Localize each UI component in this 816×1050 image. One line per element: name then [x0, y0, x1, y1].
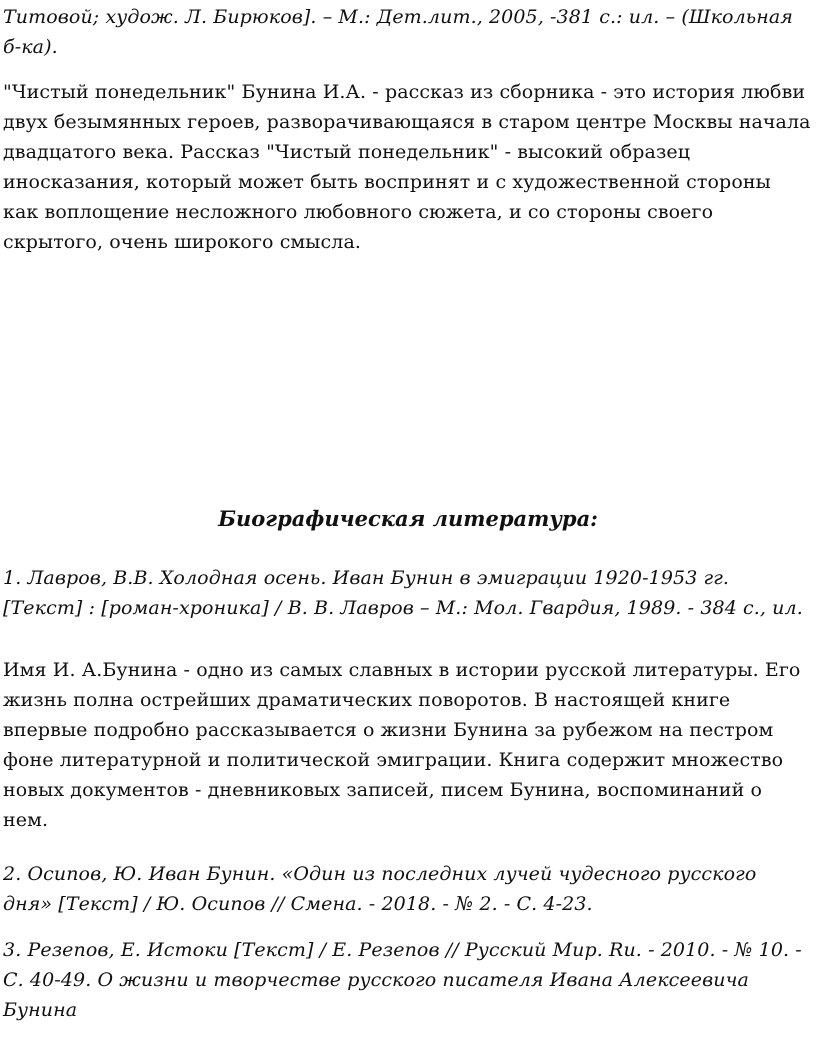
reference-2-citation: 2. Осипов, Ю. Иван Бунин. «Один из последних лучей чудесного русского дня» [Текст] / Ю. Осипов // Смена. - 2018. - № 2. - С. 4-23.: [3, 863, 757, 915]
section-heading: Биографическая литература:: [218, 506, 598, 531]
story-description-paragraph: "Чистый понедельник" Бунина И.А. - рассказ из сборника - это история любви двух безымянных героев, разворачивающаяся в старом центре Москвы начала двадцатого века. Рассказ "Чистый понедельник" - высокий образец иносказания, который может быть воспринят и с художественной стороны как воплощение несложного любовного сюжета, и со стороны своего скрытого, очень широкого смысла.: [3, 81, 811, 253]
reference-1-description: Имя И. А.Бунина - одно из самых славных в истории русской литературы. Его жизнь полна острейших драматических поворотов. В настоящей книге впервые подробно рассказывается о жизни Бунина за рубежом на пестром фоне литературной и политической эмиграции. Книга содержит множество новых документов - дневниковых записей, писем Бунина, воспоминаний о нем.: [3, 659, 801, 831]
reference-1-citation: 1. Лавров, В.В. Холодная осень. Иван Бунин в эмиграции 1920-1953 гг. [Текст] : [роман-хроника] / В. В. Лавров – М.: Мол. Гвардия, 1989. - 384 с., ил.: [3, 567, 803, 619]
reference-3-citation: 3. Резепов, Е. Истоки [Текст] / Е. Резепов // Русский Мир. Ru. - 2010. - № 10. - С. 40-49. О жизни и творчестве русского писателя Ивана Алексеевича Бунина: [3, 939, 802, 1021]
bibliography-continuation: Титовой; худож. Л. Бирюков]. – М.: Дет.лит., 2005, -381 с.: ил. – (Школьная б-ка).: [3, 6, 793, 58]
